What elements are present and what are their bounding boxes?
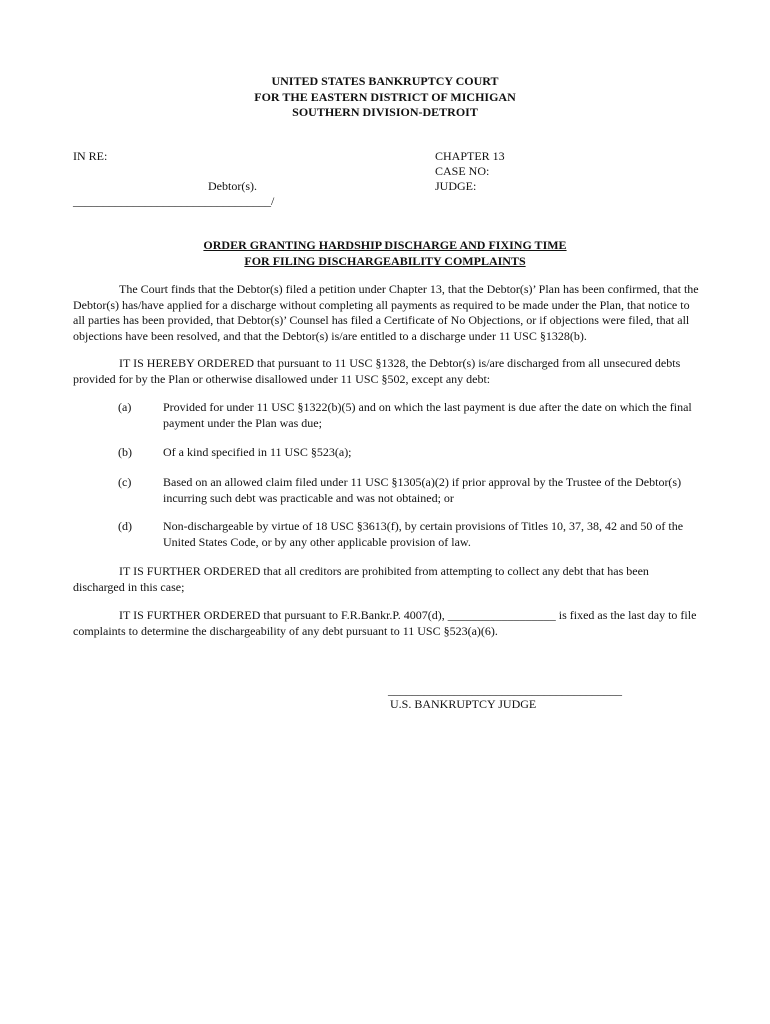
item-a-letter: (a) — [118, 400, 132, 414]
item-b-text: Of a kind specified in 11 USC §523(a); — [163, 445, 352, 459]
debtor-label: Debtor(s). — [208, 179, 257, 193]
findings-paragraph: The Court finds that the Debtor(s) filed a petition under Chapter 13, that the Debtor(s)’ Plan has been confirmed, that the Debtor(s) has/have applied for a discharge without completing all payments as required to be made under the Plan, that notice to all parties has been provided, that Debtor(s)’ Counsel has filed a Certificate of No Objections, or if objections were filed, that all objections have been resolved, and that the Debtor(s) is/are entitled to a discharge under 11 USC §1328(b). — [73, 282, 699, 343]
order-title-line-1: ORDER GRANTING HARDSHIP DISCHARGE AND FIXING TIME — [203, 238, 567, 252]
item-c-text: Based on an allowed claim filed under 11 USC §1305(a)(2) if prior approval by the Trustee of the Debtor(s) incurring such debt was practicable and was not obtained; or — [163, 475, 682, 505]
signature-line: _______________________________________ — [388, 683, 622, 697]
judge-label: JUDGE: — [435, 179, 477, 193]
caption-divider: _________________________________/ — [73, 194, 275, 208]
case-no-label: CASE NO: — [435, 164, 490, 178]
signature-label: U.S. BANKRUPTCY JUDGE — [390, 697, 537, 711]
order-title-line-2: FOR FILING DISCHARGEABILITY COMPLAINTS — [244, 253, 526, 268]
order-title — [0, 238, 770, 269]
court-header — [0, 74, 770, 121]
further-ordered-paragraph-1: IT IS FURTHER ORDERED that all creditors are prohibited from attempting to collect any debt that has been discharged in this case; — [73, 564, 649, 594]
item-b-letter: (b) — [118, 445, 132, 459]
in-re-label: IN RE: — [73, 149, 108, 163]
court-name: UNITED STATES BANKRUPTCY COURT — [271, 74, 499, 88]
ordered-paragraph: IT IS HEREBY ORDERED that pursuant to 11 USC §1328, the Debtor(s) is/are discharged from all unsecured debts provided for by the Plan or otherwise disallowed under 11 USC §502, except any debt: — [73, 356, 681, 386]
chapter-label: CHAPTER 13 — [435, 149, 505, 163]
item-d-text: Non-dischargeable by virtue of 18 USC §3613(f), by certain provisions of Titles 10, 37, 38, 42 and 50 of the United States Code, or by any other applicable provision of law. — [163, 519, 684, 549]
item-a-text: Provided for under 11 USC §1322(b)(5) and on which the last payment is due after the date on which the final payment under the Plan was due; — [163, 400, 692, 430]
court-district: FOR THE EASTERN DISTRICT OF MICHIGAN — [254, 89, 516, 104]
item-d-letter: (d) — [118, 519, 132, 533]
further-ordered-paragraph-2: IT IS FURTHER ORDERED that pursuant to F.R.Bankr.P. 4007(d), __________________ is fixed as the last day to file complaints to determine the dischargeability of any debt pursuant to 11 USC §523(a)(6). — [73, 608, 697, 638]
item-c-letter: (c) — [118, 475, 132, 489]
court-division: SOUTHERN DIVISION-DETROIT — [292, 105, 478, 119]
